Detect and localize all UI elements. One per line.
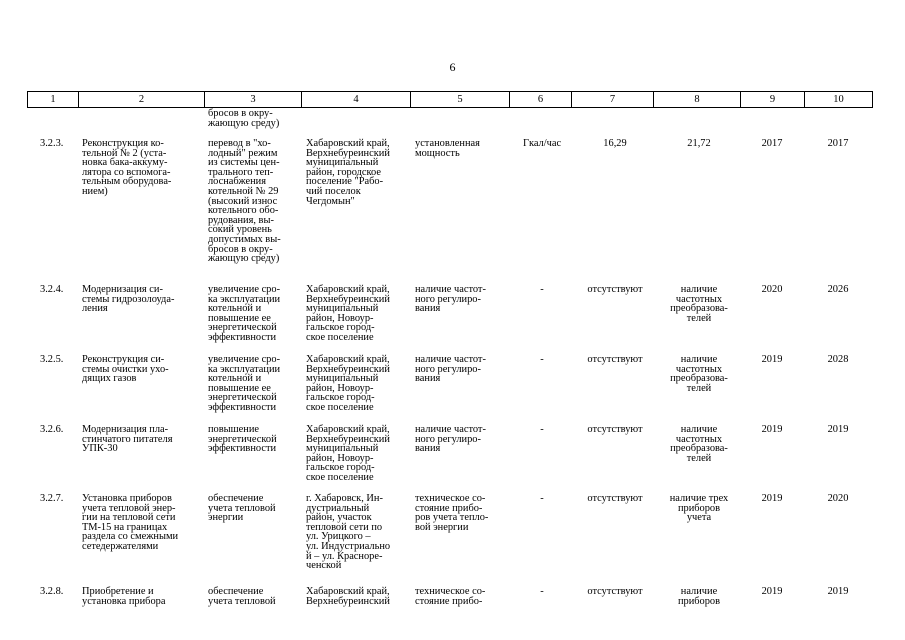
planned-value: наличие трех приборов учета [669,493,729,524]
planned-value: наличие частотных преобразова- телей [670,424,728,464]
current-value: отсутствуют [587,354,643,365]
planned-value: наличие частотных преобразова- телей [670,284,728,324]
planned-value: наличие частотных преобразова- телей [670,354,728,394]
current-value: отсутствуют [587,586,643,597]
measure-reason: обеспечение учета тепловой [208,586,276,607]
indicator-name: наличие частот- ного регулиро- вания [415,284,486,315]
header-col-10: 10 [805,92,873,108]
end-year: 2017 [827,138,849,149]
current-value: отсутствуют [587,284,643,295]
planned-value: 21,72 [687,138,711,149]
row-number: 3.2.7. [40,493,64,504]
end-year: 2026 [827,284,849,295]
measure-reason: повышение энергетической эффективности [208,424,277,455]
measure-reason: обеспечение учета тепловой энергии [208,493,276,524]
end-year: 2019 [827,424,849,435]
indicator-name: техническое со- стояние прибо- [415,586,486,607]
unit-of-measure: - [540,586,544,597]
unit-of-measure: - [540,284,544,295]
measure-name: Приобретение и установка прибора [82,586,166,607]
header-col-4: 4 [302,92,411,108]
header-col-2: 2 [79,92,205,108]
measure-location: г. Хабаровск, Ин- дустриальный район, участок тепловой сети по ул. Урицкого – ул. Индустриально й – ул. Красноре- ченской [306,493,391,572]
row-number: 3.2.8. [40,586,64,597]
start-year: 2017 [761,138,783,149]
start-year: 2019 [761,424,783,435]
row-number: 3.2.6. [40,424,64,435]
end-year: 2019 [827,586,849,597]
header-col-1: 1 [28,92,79,108]
measure-name: Модернизация си- стемы гидрозолоуда- ления [82,284,175,315]
unit-of-measure: - [540,493,544,504]
measure-name: Установка приборов учета тепловой энер- гии на тепловой сети ТМ-15 на границах раздела со смежными сетедержателями [82,493,179,552]
planned-value: наличие приборов [677,586,721,607]
continued-reason-text: бросов в окру- жающую среду) [208,108,280,129]
measure-reason: увеличение сро- ка эксплуатации котельной и повышение ее энергетической эффективности [208,354,281,413]
measure-location: Хабаровский край, Верхнебуреинский [306,586,390,607]
unit-of-measure: - [540,424,544,435]
end-year: 2028 [827,354,849,365]
measure-reason: перевод в "хо- лодный" режим из системы цен- трального теп- лоснабжения котельной № 29 (высокий износ котельного обо- рудования, вы- сокий уровень допустимых вы- бросов в окру- жающую среду) [208,138,281,265]
header-col-6: 6 [510,92,572,108]
measure-location: Хабаровский край, Верхнебуреинский муниципальный район, Новоур- гальское город- ское поселение [306,354,390,413]
unit-of-measure: Гкал/час [522,138,562,149]
header-col-3: 3 [205,92,302,108]
end-year: 2020 [827,493,849,504]
measure-location: Хабаровский край, Верхнебуреинский муниципальный район, Новоур- гальское город- ское поселение [306,284,390,343]
start-year: 2020 [761,284,783,295]
measure-name: Реконструкция си- стемы очистки ухо- дящих газов [82,354,169,385]
header-col-7: 7 [572,92,654,108]
current-value: отсутствуют [587,493,643,504]
current-value: отсутствуют [587,424,643,435]
column-number-header [27,91,873,108]
header-col-9: 9 [741,92,805,108]
indicator-name: наличие частот- ного регулиро- вания [415,424,486,455]
indicator-name: наличие частот- ного регулиро- вания [415,354,486,385]
measure-name: Модернизация пла- стинчатого питателя УПК-30 [82,424,173,455]
start-year: 2019 [761,493,783,504]
row-number: 3.2.5. [40,354,64,365]
measure-name: Реконструкция ко- тельной № 2 (уста- новка бака-аккуму- лятора со вспомога- тельным оборудова- нием) [82,138,172,197]
current-value: 16,29 [603,138,627,149]
page-number: 6 [449,60,456,74]
header-col-8: 8 [654,92,741,108]
unit-of-measure: - [540,354,544,365]
start-year: 2019 [761,354,783,365]
indicator-name: установленная мощность [415,138,480,159]
start-year: 2019 [761,586,783,597]
measure-reason: увеличение сро- ка эксплуатации котельной и повышение ее энергетической эффективности [208,284,281,343]
row-number: 3.2.4. [40,284,64,295]
measure-location: Хабаровский край, Верхнебуреинский муниципальный район, Новоур- гальское город- ское поселение [306,424,390,483]
row-number: 3.2.3. [40,138,64,149]
header-col-5: 5 [411,92,510,108]
indicator-name: техническое со- стояние прибо- ров учета тепло- вой энергии [415,493,489,533]
measure-location: Хабаровский край, Верхнебуреинский муниципальный район, городское поселение "Рабо- чий поселок Чегдомын" [306,138,390,207]
